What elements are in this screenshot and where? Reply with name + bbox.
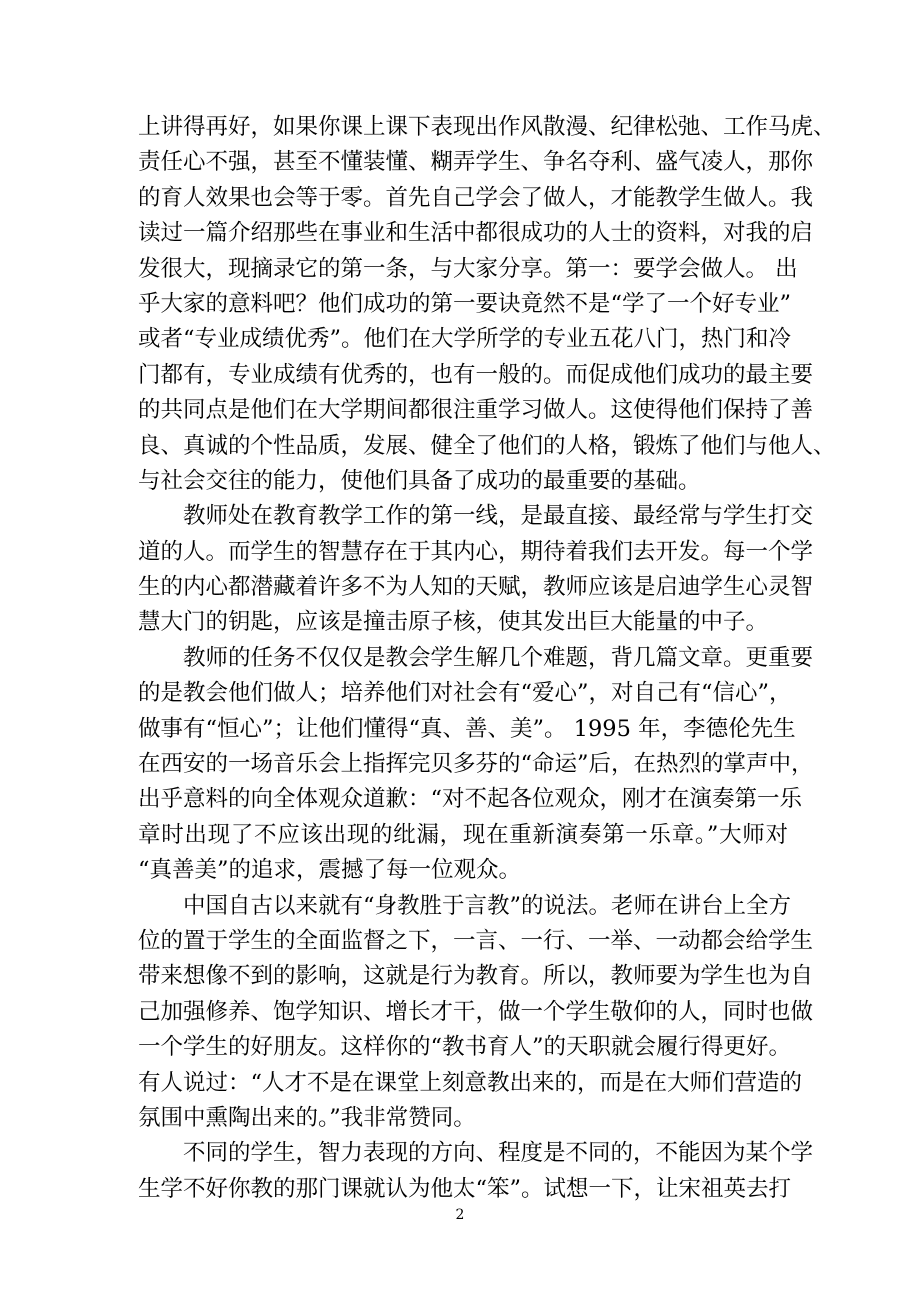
text-line: 生学不好你教的那门课就认为他太“笨”。试想一下，让宋祖英去打 [138, 1175, 792, 1202]
text-line: 的育人效果也会等于零。首先自己学会了做人，才能教学生做人。我 [138, 184, 814, 211]
text-line: 上讲得再好，如果你课上课下表现出作风散漫、纪律松弛、工作马虎、 [138, 114, 836, 140]
text-line: 位的置于学生的全面监督之下，一言、一行、一举、一动都会给学生 [138, 927, 814, 954]
text-line: 带来想像不到的影响，这就是行为教育。所以，教师要为学生也为自 [138, 963, 814, 990]
text-line: 在西安的一场音乐会上指挥完贝多芬的“命运”后，在热烈的掌声中， [138, 751, 814, 778]
page-number: 2 [455, 1207, 465, 1223]
text-line: 一个学生的好朋友。这样你的“教书育人”的天职就会履行得更好。 [138, 1034, 792, 1061]
text-line: 与社会交往的能力，使他们具备了成功的最重要的基础。 [138, 467, 701, 494]
text-line: 出乎意料的向全体观众道歉：“对不起各位观众，刚才在演奏第一乐 [138, 786, 803, 813]
text-line: 门都有，专业成绩有优秀的，也有一般的。而促成他们成功的最主要 [138, 361, 814, 388]
text-line: 的是教会他们做人；培养他们对社会有“爱心”，对自己有“信心”， [138, 680, 792, 707]
text-line: 生的内心都潜藏着许多不为人知的天赋，教师应该是启迪学生心灵智 [138, 574, 814, 601]
text-line: 章时出现了不应该出现的纰漏，现在重新演奏第一乐章。”大师对 [138, 821, 788, 848]
paragraph-first-line: 中国自古以来就有“身教胜于言教”的说法。老师在讲台上全方 [183, 892, 792, 919]
text-line: 或者“专业成绩优秀”。他们在大学所学的专业五花八门，热门和冷 [138, 326, 792, 353]
text-line: “真善美”的追求，震撼了每一位观众。 [138, 857, 522, 884]
text-line: 责任心不强，甚至不懂装懂、糊弄学生、争名夺利、盛气凌人，那你 [138, 149, 814, 176]
paragraph-first-line: 不同的学生，智力表现的方向、程度是不同的，不能因为某个学 [183, 1140, 814, 1167]
text-line: 做事有“恒心”；让他们懂得“真、善、美”。 1995 年，李德伦先生 [138, 715, 796, 742]
body-text [138, 110, 836, 1207]
text-line: 慧大门的钥匙，应该是撞击原子核，使其发出巨大能量的中子。 [138, 609, 769, 636]
paragraph-first-line: 教师的任务不仅仅是教会学生解几个难题，背几篇文章。更重要 [183, 644, 814, 671]
text-line: 读过一篇介绍那些在事业和生活中都很成功的人士的资料，对我的启 [138, 220, 814, 247]
text-line: 己加强修养、饱学知识、增长才干，做一个学生敬仰的人，同时也做 [138, 998, 814, 1025]
text-line: 发很大，现摘录它的第一条，与大家分享。第一：要学会做人。 出 [138, 255, 798, 282]
text-line: 氛围中熏陶出来的。”我非常赞同。 [138, 1104, 476, 1131]
text-line: 有人说过：“人才不是在课堂上刻意教出来的，而是在大师们营造的 [138, 1069, 803, 1096]
text-line: 道的人。而学生的智慧存在于其内心，期待着我们去开发。每一个学 [138, 538, 814, 565]
paragraph-first-line: 教师处在教育教学工作的第一线，是最直接、最经常与学生打交 [183, 503, 814, 530]
text-line: 乎大家的意料吧？他们成功的第一要诀竟然不是“学了一个好专业” [138, 290, 792, 317]
text-line: 的共同点是他们在大学期间都很注重学习做人。这使得他们保持了善 [138, 397, 814, 424]
text-line: 良、真诚的个性品质，发展、健全了他们的人格，锻炼了他们与他人、 [138, 432, 836, 459]
